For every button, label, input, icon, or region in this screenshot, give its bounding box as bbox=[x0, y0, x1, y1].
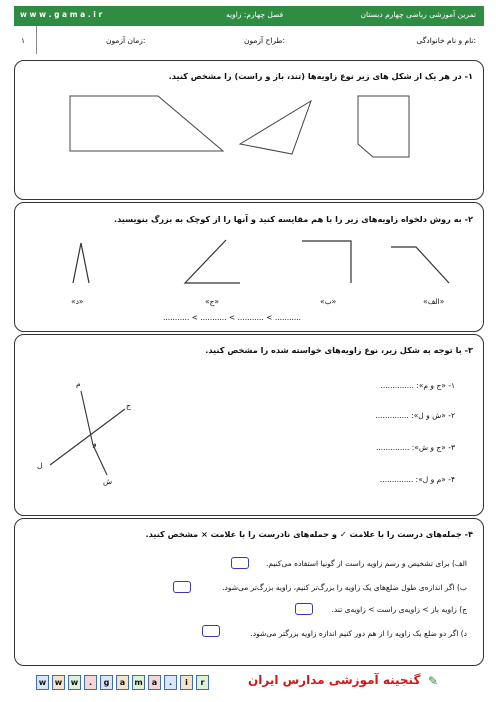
q4-checkbox-b[interactable] bbox=[173, 581, 191, 593]
footer-letter-box: . bbox=[84, 675, 97, 690]
footer-letter-box: r bbox=[196, 675, 209, 690]
comparison-answer-line: ........... < ........... < ........... < ........... bbox=[163, 313, 302, 322]
point-label-o: و bbox=[93, 439, 97, 448]
q4-checkbox-d[interactable] bbox=[202, 625, 220, 637]
triangle-shape bbox=[240, 101, 311, 154]
footer-brand-name: گنجینه آموزشی مدارس ایران bbox=[248, 673, 421, 687]
page-number-cell bbox=[14, 26, 37, 54]
point-label-sh: ش bbox=[103, 477, 113, 486]
ray-o-to-sh bbox=[93, 445, 107, 475]
q4-statement-d: د) اگر دو ضلع یک زاویه را از هم دور کنیم اندازه زاویه بزرگتر می‌شود. bbox=[250, 629, 467, 638]
question-4-card bbox=[14, 518, 484, 666]
question-1-card bbox=[14, 60, 484, 200]
q4-statement-j: ج) زاویه باز > زاویه‌ی راست > زاویه‌ی تند. bbox=[331, 605, 467, 614]
page-number: ۱ bbox=[21, 36, 26, 45]
footer-letter-box: a bbox=[148, 675, 161, 690]
q4-checkbox-j[interactable] bbox=[295, 603, 313, 615]
q4-statement-b: ب) اگر اندازه‌ی طول ضلع‌های یک زاویه را بزرگ‌تر کنیم، زاویه بزرگ‌تر می‌شود. bbox=[222, 583, 467, 592]
exam-time-label: زمان آزمون: bbox=[106, 36, 146, 45]
angle-d-lines bbox=[73, 243, 89, 283]
angle-label-alef: «الف» bbox=[423, 297, 445, 306]
trapezoid-shape bbox=[70, 96, 223, 151]
footer-letter-box: . bbox=[164, 675, 177, 690]
angle-label-j: «ج» bbox=[205, 297, 220, 306]
question-1-text: ۱- در هر یک از شکل های زیر نوع زاویه‌ها (تند، باز و راست) را مشخص کنید. bbox=[168, 71, 473, 81]
footer-letter-box: w bbox=[68, 675, 81, 690]
header-info-row bbox=[14, 26, 484, 54]
worksheet-header bbox=[14, 6, 484, 54]
point-label-j: ج bbox=[126, 401, 131, 410]
designer-label: طراح آزمون: bbox=[244, 36, 286, 45]
q4-statement-alef: الف) برای تشخیص و رسم زاویه راست از گونیا استفاده می‌کنیم. bbox=[266, 559, 467, 568]
footer-brand bbox=[36, 672, 460, 692]
point-label-l: ل bbox=[37, 461, 43, 470]
q4-checkbox-alef[interactable] bbox=[231, 557, 249, 569]
pencil-icon: ✎ bbox=[428, 674, 439, 688]
footer-letter-box: a bbox=[116, 675, 129, 690]
website-label: w w w . g a m a . i r bbox=[20, 10, 103, 19]
q3-item-1: ۱- «ج و م»: .............. bbox=[380, 381, 455, 390]
question-3-text: ۳- با توجه به شکل زیر، نوع زاویه‌های خواسته شده را مشخص کنید. bbox=[205, 345, 473, 355]
footer-letter-box: m bbox=[132, 675, 145, 690]
point-label-m: م bbox=[76, 379, 81, 388]
angle-b-lines bbox=[302, 241, 351, 283]
angle-alef-lines bbox=[391, 247, 449, 283]
ray-j-to-l bbox=[50, 409, 125, 465]
footer-letter-box: i bbox=[180, 675, 193, 690]
question-1-shapes bbox=[15, 61, 483, 199]
q3-item-4: ۴- «م و ل»: .............. bbox=[379, 475, 455, 484]
q3-item-2: ۲- «ش و ل»: .............. bbox=[375, 411, 455, 420]
question-2-card bbox=[14, 202, 484, 332]
angle-label-d: «د» bbox=[71, 297, 84, 306]
worksheet-title: تمرین آموزشی ریاضی چهارم دبستان bbox=[360, 10, 476, 19]
angle-j-lines bbox=[185, 240, 240, 283]
student-name-label: نام و نام خانوادگی: bbox=[416, 36, 476, 45]
footer-letter-box: w bbox=[36, 675, 49, 690]
footer-letter-box: g bbox=[100, 675, 113, 690]
question-3-card bbox=[14, 334, 484, 516]
footer-letter-box: w bbox=[52, 675, 65, 690]
question-3-figure bbox=[15, 335, 483, 515]
question-4-text: ۴- جمله‌های درست را با علامت ✓ و جمله‌های نادرست را با علامت × مشخص کنید. bbox=[145, 529, 473, 539]
chapter-title: فصل چهارم: زاویه bbox=[226, 10, 284, 19]
pentagon-shape bbox=[358, 96, 409, 157]
q3-item-3: ۳- «ج و ش»: .............. bbox=[376, 443, 455, 452]
angle-label-b: «ب» bbox=[320, 297, 337, 306]
header-title-bar bbox=[14, 6, 484, 26]
question-2-angles bbox=[15, 203, 483, 331]
question-2-text: ۲- به روش دلخواه زاویه‌های زیر را با هم مقایسه کنید و آنها را از کوچک به بزرگ بنویسید. bbox=[113, 214, 473, 224]
